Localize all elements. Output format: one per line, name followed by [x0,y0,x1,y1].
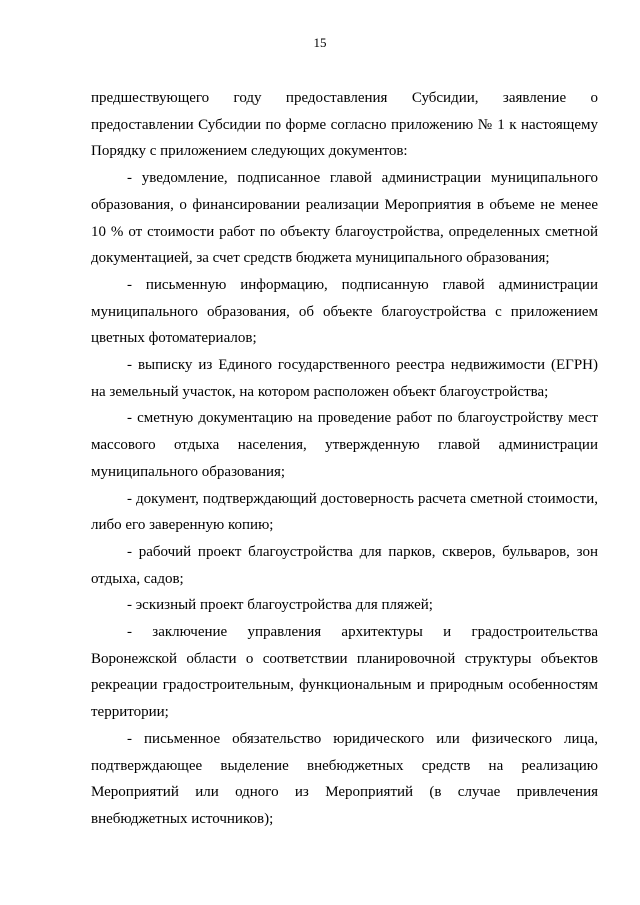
list-item-sketch-project: - эскизный проект благоустройства для пляжей; [127,597,433,614]
list-item-architecture-conclusion: - заключение управления архитектуры и градостроительства Воронежской области о соответствии планировочной структуры объектов рекреации градостроительным, функциональным и природным особенностям территории; [91,624,598,721]
list-item-cost-confirmation: - документ, подтверждающий достоверность расчета сметной стоимости, либо его заверенную копию; [91,490,598,534]
page-number: 15 [313,35,327,50]
list-item-written-info: - письменную информацию, подписанную главой администрации муниципального образования, об объекте благоустройства с приложением цветных фотоматериалов; [91,276,598,347]
paragraph-continuation: предшествующего году предоставления Субсидии, заявление о предоставлении Субсидии по форме согласно приложению № 1 к настоящему Порядку с приложением следующих документов: [91,90,598,160]
list-item-notification: - уведомление, подписанное главой администрации муниципального образования, о финансировании реализации Мероприятия в объеме не менее 10 % от стоимости работ по объекту благоустройства, определенных сметной документацией, за счет средств бюджета муниципального образования; [91,170,598,267]
list-item-working-project: - рабочий проект благоустройства для парков, скверов, бульваров, зон отдыха, садов; [91,543,598,587]
list-item-extrabudgetary-obligation: - письменное обязательство юридического или физического лица, подтверждающее выделение внебюджетных средств на реализацию Мероприятий или одного из Мероприятий (в случае привлечения внебюджетных источников); [91,730,598,827]
document-body [91,85,598,833]
list-item-egrn-extract: - выписку из Единого государственного реестра недвижимости (ЕГРН) на земельный участок, на котором расположен объект благоустройства; [91,357,598,400]
list-item-estimate-docs: - сметную документацию на проведение работ по благоустройству мест массового отдыха населения, утвержденную главой администрации муниципального образования; [91,410,598,480]
